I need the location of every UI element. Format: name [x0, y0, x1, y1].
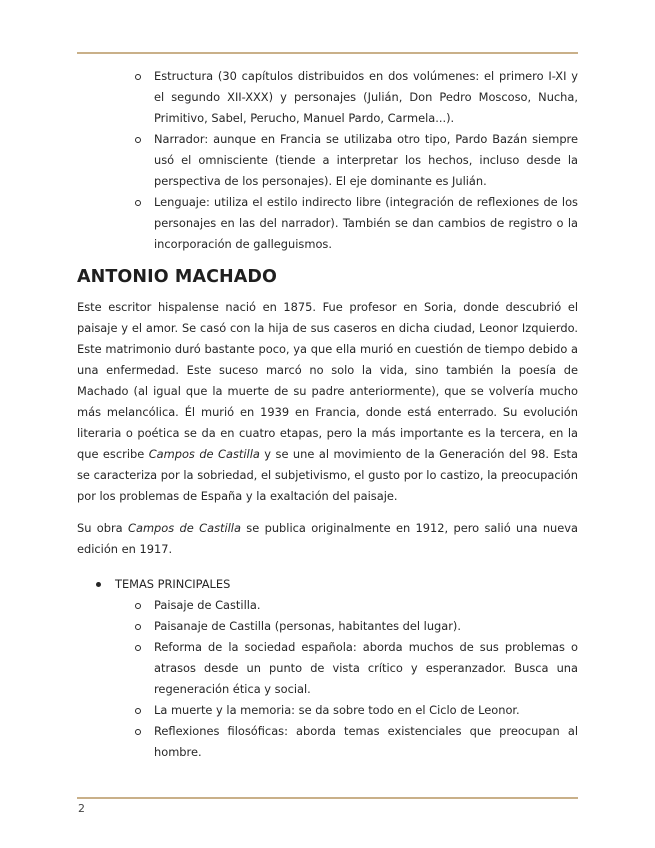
biography-paragraph: Este escritor hispalense nació en 1875. Fue profesor en Soria, donde descubrió el paisaje y el amor. Se casó con la hija de sus caseros en dicha ciudad, Leonor Izquierdo. Este matrimonio duró bastante poco, ya que ella murió en cuestión de tiempo debido a una enfermedad. Este suceso marcó no solo la vida, sino también la poesía de Machado (al igual que la muerte de su padre anteriormente), que se volvería mucho más melancólica. Él murió en 1939 en Francia, donde está enterrado. Su evolución literaria o poética se da en cuatro etapas, pero la más importante es la tercera, en la que escribe Campos de Castilla y se une al movimiento de la Generación del 98. Esta se caracteriza por la sobriedad, el subjetivismo, el gusto por lo castizo, la preocupación por los problemas de España y la exaltación del paisaje. — [77, 300, 578, 503]
themes-heading-item — [115, 574, 578, 763]
list-item: Narrador: aunque en Francia se utilizaba otro tipo, Pardo Bazán siempre usó el omnisciente (tiende a interpretar los hechos, incluso desde la perspectiva de los personajes). El eje dominante es Julián. — [154, 129, 578, 192]
continuation-list — [77, 66, 578, 255]
work-title: Campos de Castilla — [148, 447, 260, 461]
themes-heading: TEMAS PRINCIPALES — [115, 577, 231, 591]
page-content — [77, 66, 578, 763]
footer-rule — [77, 797, 578, 799]
themes-list — [77, 574, 578, 763]
list-item: La muerte y la memoria: se da sobre todo en el Ciclo de Leonor. — [154, 700, 578, 721]
publication-paragraph: Su obra Campos de Castilla se publica originalmente en 1912, pero salió una nueva edición en 1917. — [77, 521, 578, 556]
section-title: ANTONIO MACHADO — [77, 267, 278, 287]
list-item: Paisanaje de Castilla (personas, habitantes del lugar). — [154, 616, 578, 637]
list-item: Paisaje de Castilla. — [154, 595, 578, 616]
list-item: Reforma de la sociedad española: aborda muchos de sus problemas o atrasos desde un punto de vista crítico y esperanzador. Busca una regeneración ética y social. — [154, 637, 578, 700]
header-rule — [77, 52, 578, 54]
list-item: Estructura (30 capítulos distribuidos en dos volúmenes: el primero I-XI y el segundo XII-XXX) y personajes (Julián, Don Pedro Moscoso, Nucha, Primitivo, Sabel, Perucho, Manuel Pardo, Carmela...). — [154, 66, 578, 129]
list-item: Lenguaje: utiliza el estilo indirecto libre (integración de reflexiones de los personajes en las del narrador). También se dan cambios de registro o la incorporación de galleguismos. — [154, 192, 578, 255]
list-item: Reflexiones filosóficas: aborda temas existenciales que preocupan al hombre. — [154, 721, 578, 763]
page-number: 2 — [78, 802, 85, 815]
work-title: Campos de Castilla — [128, 521, 241, 535]
themes-sublist — [115, 595, 578, 763]
